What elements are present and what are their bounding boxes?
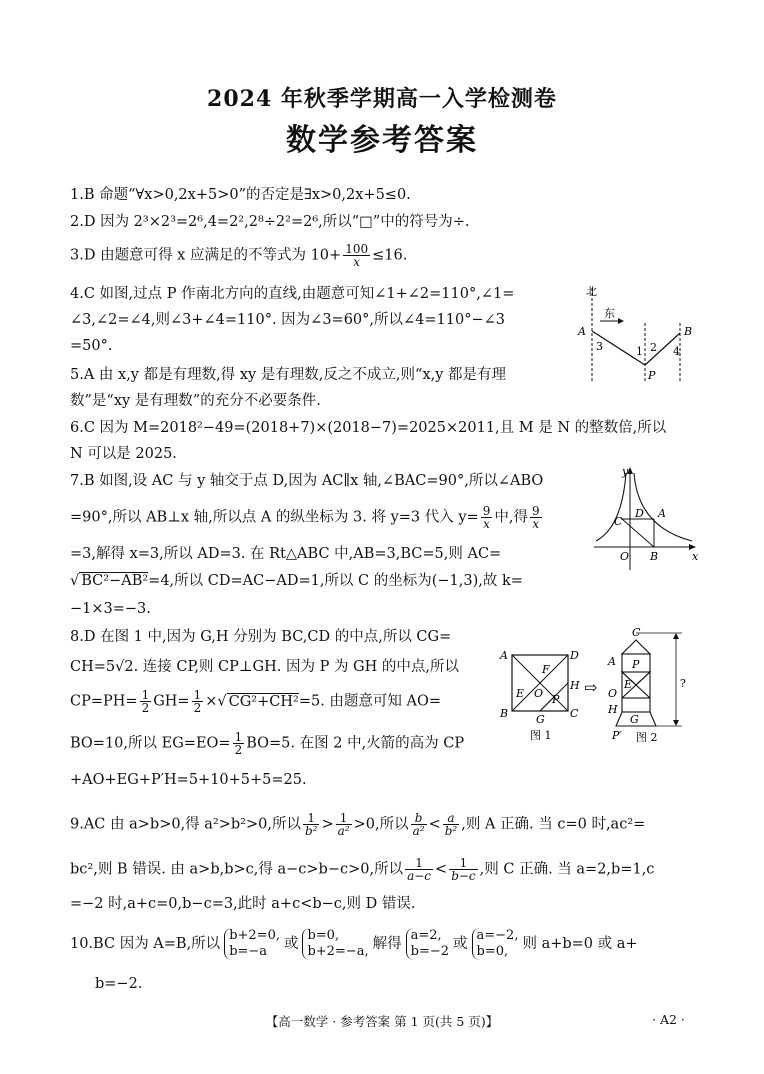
answer-7-line-3: =3,解得 x=3,所以 AD=3. 在 Rt△ABC 中,AB=3,BC=5,则 AC= — [70, 546, 502, 562]
fraction: $\frac{1}{2}$ — [234, 730, 243, 757]
fig2-caption: 图 2 — [636, 731, 658, 744]
fig2-label-C: C — [632, 626, 641, 639]
label-B: B — [684, 325, 693, 338]
answer-10-line-1: 10.BC 因为 A=B,所以 b+2=0, b=−a 或 b=0, b+2=−a, 解得 a=2, b=−2 或 a=−2, b=0, 则 a+b=0 或 a+ — [70, 928, 638, 959]
answer-5-line-1: 5.A 由 x,y 都是有理数,得 xy 是有理数,反之不成立,则“x,y 都是有理 — [70, 367, 507, 383]
answer-7-line-2: =90°,所以 AB⊥x 轴,所以点 A 的纵坐标为 3. 将 y=3 代入 y= $\frac{9}{x}$ 中,得 $\frac{9}{x}$ — [70, 504, 540, 531]
figure-q8-rocket — [496, 625, 696, 750]
label-O: O — [620, 550, 630, 563]
fig1-label-E: E — [516, 687, 525, 700]
fig1-label-H: H — [570, 679, 580, 692]
fraction: $\frac{1}{\text{b²}}$ — [304, 811, 318, 838]
answer-2: 2.D 因为 2³×2³=2⁶,4=2²,2⁸÷2²=2⁶,所以“□”中的符号为÷. — [70, 214, 470, 230]
answer-7-line-4: √ BC²−AB²=4,所以 CD=AC−AD=1,所以 C 的坐标为(−1,3),故 k= — [70, 573, 523, 589]
equation-system: a=2, b=−2 — [406, 928, 449, 960]
figure-q7-graph — [592, 465, 700, 575]
answer-9-line-2: bc²,则 B 错误. 由 a>b,b>c,得 a−c>b−c>0,所以 $\frac{1}{a-c}$ < $\frac{1}{b-c}$ ,则 C 正确. 当 a=2,b=1,c — [70, 856, 655, 883]
fraction: $\frac{100}{x}$ — [345, 242, 369, 269]
label-D: D — [635, 507, 644, 520]
fraction: $\frac{1}{\text{a²}}$ — [337, 811, 350, 838]
arrow-icon: ⇨ — [584, 678, 598, 697]
label-C: C — [614, 515, 623, 528]
label-A: A — [578, 325, 586, 338]
fig1-label-F: F — [542, 663, 550, 676]
answer-10-line-2: b=−2. — [95, 976, 143, 992]
answer-8-line-5: +AO+EG+P′H=5+10+5+5=25. — [70, 772, 307, 788]
fig2-label-G: G — [630, 713, 639, 726]
label-east: 东 — [604, 307, 615, 320]
fig1-label-A: A — [500, 649, 508, 662]
answer-4-line-2: ∠3,∠2=∠4,则∠3+∠4=110°. 因为∠3=60°,所以∠4=110°−∠3 — [70, 312, 505, 328]
page-subtitle: 数学参考答案 — [286, 123, 478, 158]
answer-4-line-3: =50°. — [70, 338, 113, 354]
fig1-label-C: C — [570, 707, 579, 720]
fig1-caption: 图 1 — [530, 729, 552, 742]
fraction: $\frac{9}{x}$ — [531, 504, 540, 531]
answer-6-line-2: N 可以是 2025. — [70, 446, 177, 462]
label-north: 北 — [586, 285, 597, 298]
fig2-label-H: H — [608, 703, 618, 716]
label-angle-3: 3 — [596, 340, 603, 353]
fig2-label-P: P — [632, 658, 640, 671]
fraction: $\frac{1}{2}$ — [141, 688, 150, 715]
fraction: $\frac{1}{a-c}$ — [407, 856, 432, 883]
page-footer: 【高一数学 · 参考答案 第 1 页(共 5 页)】 — [265, 1014, 499, 1029]
answer-1: 1.B 命题“∀x>0,2x+5>0”的否定是∃x>0,2x+5≤0. — [70, 187, 411, 203]
fraction: $\frac{b}{\text{a²}}$ — [412, 811, 425, 838]
answer-4-line-1: 4.C 如图,过点 P 作南北方向的直线,由题意可知∠1+∠2=110°,∠1= — [70, 286, 515, 302]
label-A: A — [658, 507, 666, 520]
fraction: $\frac{1}{2}$ — [193, 688, 202, 715]
equation-system: a=−2, b=0, — [472, 928, 519, 960]
fig1-label-G: G — [536, 713, 545, 726]
fig2-label-P-prime: P′ — [612, 729, 622, 742]
fraction: $\frac{1}{b-c}$ — [451, 856, 476, 883]
fraction: $\frac{9}{x}$ — [482, 504, 491, 531]
answer-3: 3.D 由题意可得 x 应满足的不等式为 10+ $\frac{100}{x}$ ≤16. — [70, 242, 408, 269]
answer-9-line-3: =−2 时,a+c=0,b−c=3,此时 a+c<b−c,则 D 错误. — [70, 896, 416, 912]
answer-8-line-4: BO=10,所以 EG=EO= $\frac{1}{2}$ BO=5. 在图 2 中,火箭的高为 CP — [70, 730, 465, 757]
label-angle-1: 1 — [636, 345, 643, 358]
label-P: P — [648, 369, 656, 382]
label-y-axis: y — [622, 465, 629, 478]
fig2-label-E: E — [624, 678, 633, 691]
fig1-label-P: P — [552, 693, 560, 706]
page-title: 2024 年秋季学期高一入学检测卷 — [207, 86, 557, 112]
page-code: · A2 · — [652, 1012, 685, 1027]
figure-q4-direction-diagram — [570, 283, 695, 388]
equation-system: b+2=0, b=−a — [224, 928, 280, 960]
fraction: $\frac{a}{\text{b²}}$ — [444, 811, 458, 838]
answer-7-line-5: −1×3=−3. — [70, 601, 151, 617]
answer-8-line-2: CH=5√2. 连接 CP,则 CP⊥GH. 因为 P 为 GH 的中点,所以 — [70, 659, 459, 675]
answer-8-line-1: 8.D 在图 1 中,因为 G,H 分别为 BC,CD 的中点,所以 CG= — [70, 629, 452, 645]
equation-system: b=0, b+2=−a, — [302, 928, 368, 960]
fig1-label-D: D — [570, 649, 579, 662]
label-x-axis: x — [692, 550, 699, 563]
label-angle-4: 4 — [673, 345, 680, 358]
fig1-label-O: O — [534, 687, 544, 700]
label-B: B — [650, 550, 659, 563]
fig2-label-A: A — [608, 655, 616, 668]
answer-5-line-2: 数”是“xy 是有理数”的充分不必要条件. — [70, 393, 321, 409]
fig2-height-unknown: ? — [680, 677, 686, 690]
answer-6-line-1: 6.C 因为 M=2018²−49=(2018+7)×(2018−7)=2025×2011,且 M 是 N 的整数倍,所以 — [70, 420, 667, 436]
label-angle-2: 2 — [650, 341, 657, 354]
fig2-label-O: O — [608, 687, 618, 700]
answer-9-line-1: 9.AC 由 a>b>0,得 a²>b²>0,所以 $\frac{1}{\text{b²}}$ > $\frac{1}{\text{a²}}$ >0,所以 $\frac{b}{\text{a²}}$ < $\frac{a}{\text{b²}}$ ,则 A 正确. 当 c=0 时,ac²= — [70, 811, 646, 838]
answer-8-line-3: CP=PH= $\frac{1}{2}$ GH= $\frac{1}{2}$ ×√ CG²+CH²=5. 由题意可知 AO= — [70, 688, 442, 715]
fig1-label-B: B — [500, 707, 509, 720]
answer-7-line-1: 7.B 如图,设 AC 与 y 轴交于点 D,因为 AC∥x 轴,∠BAC=90°,所以∠ABO — [70, 473, 544, 489]
